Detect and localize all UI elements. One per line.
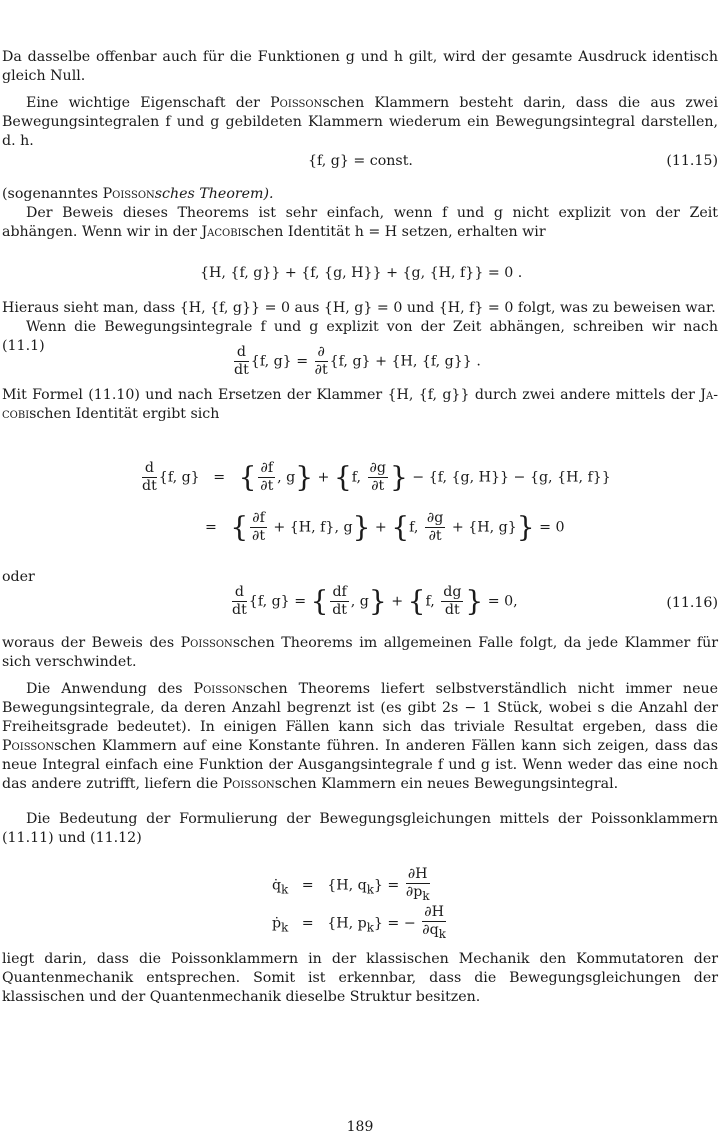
- paragraph-9: [2, 680, 718, 794]
- paragraph-8: [2, 634, 718, 672]
- paragraph-10: [2, 810, 718, 848]
- paragraph-text: Die Bedeutung der Formulierung der Bewegungsgleichungen mittels der Poissonklammern (11.11) und (11.12): [2, 811, 718, 846]
- paragraph-11: [2, 950, 718, 1007]
- equation-body: {f, g} = const.: [308, 153, 413, 169]
- equation-number: (11.15): [666, 153, 718, 169]
- name-poisson: Poisson: [180, 635, 233, 651]
- paragraph-text: Die Anwendung des: [26, 681, 194, 697]
- equation-aligned-line-2: = { $\frac{\partial f}{\partial t}$ + {H, f}, g} + {f, $\frac{\partial g}{\partial t}$ + {H, g}} = 0: [205, 510, 565, 544]
- paragraph-1: [2, 48, 718, 86]
- paragraph-2: [2, 94, 718, 151]
- paragraph-text: schen Theorems liefert selbstverständlich nicht immer neue Bewegungsintegrale, da deren Anzahl begrenzt ist (es gibt 2s − 1 Stück, wobei s die Anzahl der Freiheitsgrade bedeutet). In einigen Fällen kann sich das triviale Resultat ergeben, dass die: [2, 681, 718, 735]
- paragraph-3: [2, 185, 718, 242]
- paragraph-text: Der Beweis dieses Theorems ist sehr einfach, wenn f und g nicht explizit von der Zeit abhängen. Wenn wir in der: [2, 205, 718, 240]
- paragraph-text: Eine wichtige Eigenschaft der: [26, 95, 271, 111]
- name-poisson: Poisson: [270, 95, 323, 111]
- name-jacobi: Ja-cobi: [2, 387, 718, 422]
- name-poisson: Poisson: [102, 186, 155, 202]
- paragraph-text: Mit Formel (11.10) und nach Ersetzen der Klammer {H, {f, g}} durch zwei andere mittels der: [2, 387, 701, 403]
- equation-time-derivative: $\frac{d}{dt}$ {f, g} = $\frac{\partial}{\partial t}$ {f, g} + {H, {f, g}} .: [234, 344, 481, 378]
- paragraph-text: sches Theorem).: [154, 186, 274, 202]
- equation-qdot: $q̇_k = \{H$, $q_k$} = $\frac{\partial H}{\partial p_k}$: [272, 866, 430, 903]
- paragraph-text: Da dasselbe offenbar auch für die Funktionen g und h gilt, wird der gesamte Ausdruck identisch gleich Null.: [2, 49, 718, 84]
- paragraph-text: schen Klammern ein neues Bewegungsintegral.: [274, 776, 619, 792]
- name-jacobi: Jacobi: [201, 224, 242, 240]
- paragraph-text: oder: [2, 569, 35, 585]
- equation-number: (11.16): [666, 595, 718, 611]
- equation-body: {H, {f, g}} + {f, {g, H}} + {g, {H, f}} = 0 .: [200, 265, 523, 281]
- equation-pdot: ṗ$_k$ = {H, $p_k$} = − $\frac{\partial H}{\partial q_k}$: [272, 904, 446, 941]
- paragraph-text: schen Identität h = H setzen, erhalten wir: [241, 224, 546, 240]
- paragraph-text: woraus der Beweis des: [2, 635, 181, 651]
- name-poisson: Poisson: [193, 681, 246, 697]
- equation-11-16: $\frac{d}{dt}$ {f, g} = { $\frac{df}{dt}$ , g} + {f, $\frac{dg}{dt}$ } = 0, (11.16): [232, 584, 718, 618]
- name-poisson: Poisson: [222, 776, 275, 792]
- paragraph-text: schen Identität ergibt sich: [29, 406, 220, 422]
- paragraph-7: [2, 386, 718, 424]
- page-number: 189: [346, 1119, 374, 1135]
- equation-aligned-line-1: $\frac{d}{dt}$ {f, g} = { $\frac{\partial f}{\partial t}$ , g} + {f, $\frac{\partial g}{\partial t}$ } − {f, {g, H}} − {g, {H, f}}: [142, 460, 611, 494]
- name-poisson: Poisson: [2, 738, 55, 754]
- paragraph-text: (sogenanntes: [2, 186, 103, 202]
- paragraph-text: schen Klammern auf eine Konstante führen. In anderen Fällen kann sich zeigen, dass das neue Integral einfach eine Funktion der Ausgangsintegrale f und g ist. Wenn weder das eine noch das andere zutrifft, liefern die: [2, 738, 718, 792]
- paragraph-text: liegt darin, dass die Poissonklammern in der klassischen Mechanik den Kommutatoren der Quantenmechanik entsprechen. Somit ist erkennbar, dass die Bewegungsgleichungen der klassischen und der Quantenmechanik dieselbe Struktur besitzen.: [2, 951, 718, 1005]
- paragraph-text: schen Klammern besteht darin, dass die aus zwei Bewegungsintegralen f und g gebildeten Klammern wiederum ein Bewegungsintegral darstellen, d. h.: [2, 95, 718, 149]
- paragraph-text: Wenn die Bewegungsintegrale f und g explizit von der Zeit abhängen, schreiben wir nach (11.1): [2, 319, 718, 354]
- paragraph-text: Hieraus sieht man, dass {H, {f, g}} = 0 aus {H, g} = 0 und {H, f} = 0 folgt, was zu beweisen war.: [2, 300, 716, 316]
- paragraph-text: schen Theorems im allgemeinen Falle folgt, da jede Klammer für sich verschwindet.: [2, 635, 719, 670]
